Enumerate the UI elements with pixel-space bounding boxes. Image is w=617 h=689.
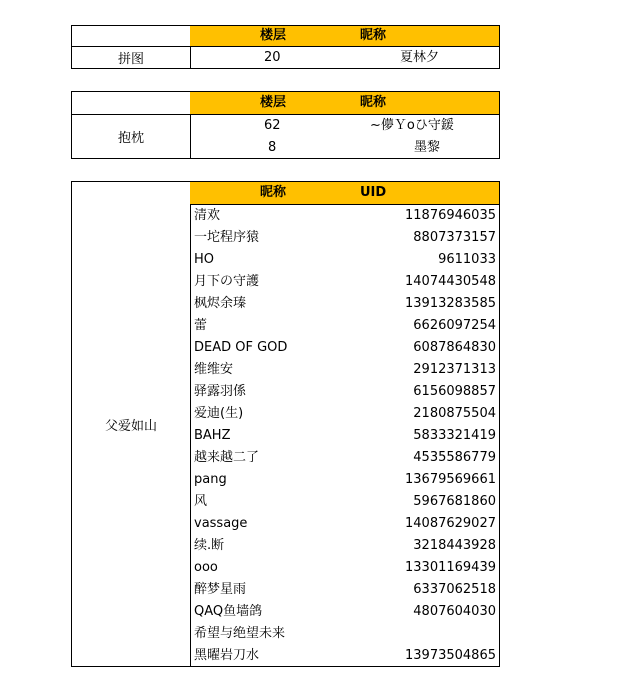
nickname-value: BAHZ — [194, 428, 231, 443]
nickname-value: 一坨程序猿 — [194, 230, 260, 245]
uid-value: 13679569661 — [405, 472, 496, 487]
table-row — [190, 601, 499, 623]
table-row — [190, 205, 499, 227]
nickname-header: 昵称 — [260, 185, 287, 200]
nickname-value: 醉梦星雨 — [194, 582, 247, 597]
table-row — [190, 645, 499, 667]
table-header — [190, 182, 499, 205]
nickname-value: 风 — [194, 494, 208, 509]
nickname-value: QAQ鱼墙鸽 — [194, 604, 263, 619]
nickname-value: 续.断 — [194, 538, 225, 553]
nickname-value: ~儚Ｙoひ守鍰 — [370, 118, 454, 133]
nickname-value: 希望与绝望未来 — [194, 626, 286, 641]
table-row — [190, 535, 499, 557]
uid-value: 9611033 — [438, 252, 496, 267]
nickname-value: 夏林夕 — [400, 50, 440, 65]
father-love-table — [71, 181, 500, 667]
table-row — [190, 491, 499, 513]
table-row — [190, 579, 499, 601]
uid-value: 4807604030 — [413, 604, 496, 619]
category-label: 拼图 — [72, 47, 191, 68]
table-header — [190, 26, 499, 47]
nickname-value: DEAD OF GOD — [194, 340, 288, 355]
nickname-value: 爱迪(生) — [194, 406, 244, 421]
table-row — [190, 271, 499, 293]
nickname-value: 黑曜岩刀水 — [194, 648, 260, 663]
floor-value: 8 — [268, 140, 277, 155]
table-row — [190, 137, 499, 158]
category-label: 父爱如山 — [72, 182, 191, 666]
table-row — [190, 227, 499, 249]
category-label: 抱枕 — [72, 115, 191, 158]
nickname-header: 昵称 — [360, 95, 387, 110]
nickname-value: 蕾 — [194, 318, 208, 333]
uid-header: UID — [360, 185, 387, 200]
uid-value: 4535586779 — [413, 450, 496, 465]
puzzle-table — [71, 25, 500, 69]
floor-header: 楼层 — [260, 95, 287, 110]
table-row — [190, 47, 499, 69]
uid-value: 11876946035 — [405, 208, 496, 223]
table-row — [190, 337, 499, 359]
nickname-header: 昵称 — [360, 28, 387, 43]
nickname-value: 枫烬余瑧 — [194, 296, 247, 311]
nickname-value: 越来越二了 — [194, 450, 260, 465]
nickname-value: pang — [194, 472, 227, 487]
nickname-value: vassage — [194, 516, 248, 531]
table-row — [190, 381, 499, 403]
uid-value: 5833321419 — [413, 428, 496, 443]
floor-value: 62 — [264, 118, 281, 133]
uid-value: 6156098857 — [413, 384, 496, 399]
floor-header: 楼层 — [260, 28, 287, 43]
nickname-value: 驿露羽係 — [194, 384, 247, 399]
table-row — [190, 359, 499, 381]
table-row — [190, 315, 499, 337]
table-row — [190, 115, 499, 136]
nickname-value: 维维安 — [194, 362, 234, 377]
table-row — [190, 513, 499, 535]
uid-value: 2180875504 — [413, 406, 496, 421]
uid-value: 5967681860 — [413, 494, 496, 509]
uid-value: 3218443928 — [413, 538, 496, 553]
uid-value: 6087864830 — [413, 340, 496, 355]
table-row — [190, 425, 499, 447]
nickname-value: 月下の守護 — [194, 274, 260, 289]
nickname-value: 墨黎 — [414, 140, 441, 155]
uid-value: 13973504865 — [405, 648, 496, 663]
uid-value: 2912371313 — [413, 362, 496, 377]
table-row — [190, 249, 499, 271]
nickname-value: 清欢 — [194, 208, 221, 223]
table-row — [190, 403, 499, 425]
uid-value: 6337062518 — [413, 582, 496, 597]
nickname-value: ooo — [194, 560, 218, 575]
uid-value: 14087629027 — [405, 516, 496, 531]
uid-value: 6626097254 — [413, 318, 496, 333]
uid-value: 14074430548 — [405, 274, 496, 289]
empty-header-cell — [72, 92, 190, 115]
table-row — [190, 447, 499, 469]
table-row — [190, 557, 499, 579]
table-row — [190, 469, 499, 491]
uid-value: 13301169439 — [405, 560, 496, 575]
uid-value: 8807373157 — [413, 230, 496, 245]
empty-header-cell — [72, 26, 190, 47]
table-header — [190, 92, 499, 115]
table-row — [190, 623, 499, 645]
floor-value: 20 — [264, 50, 281, 65]
table-row — [190, 293, 499, 315]
nickname-value: HO — [194, 252, 215, 267]
uid-value: 13913283585 — [405, 296, 496, 311]
pillow-table — [71, 91, 500, 159]
